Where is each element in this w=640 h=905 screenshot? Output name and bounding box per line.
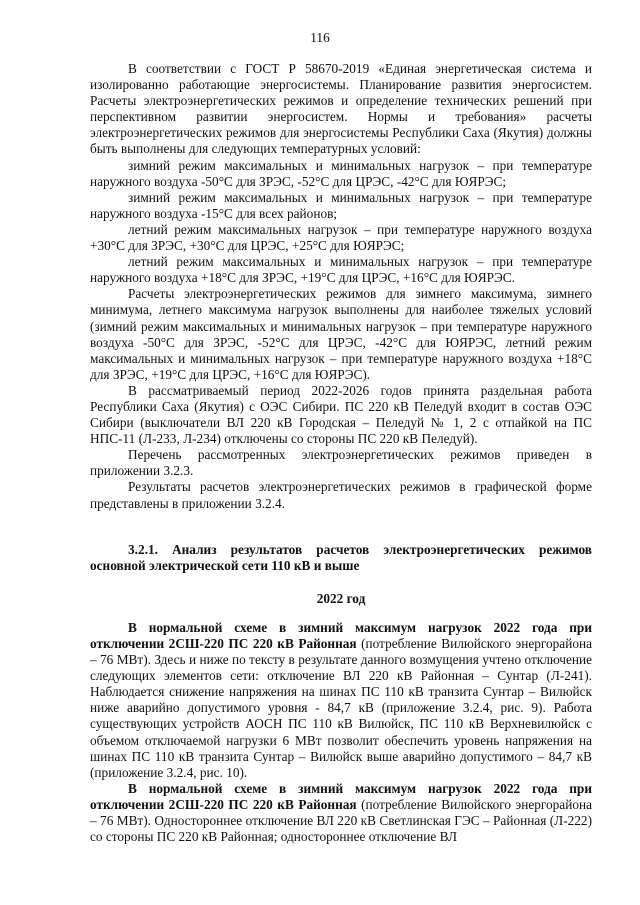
- analysis-paragraph: [90, 620, 592, 781]
- section-heading: 3.2.1. Анализ результатов расчетов электроэнергетических режимов основной электрической сети 110 кВ и выше: [90, 541, 592, 573]
- analysis-text: (потребление Вилюйского энергорайона – 76 МВт). Здесь и ниже по тексту в результате данного возмущения учтено отключение следующих элементов сети: отключение ВЛ 220 кВ Районная – Сунтар (Л-241). Наблюдается снижение напряжения на шинах ПС 110 кВ транзита Сунтар – Вилюйск ниже аварийно допустимого уровня - 84,7 кВ (приложение 3.2.4, рис. 9). Работа существующих устройств АОСН ПС 110 кВ Вилюйск, ПС 110 кВ Верхневилюйск с объемом отключаемой нагрузки 6 МВт позволит обеспечить уровень напряжения на шинах ПС 110 кВ транзита Сунтар – Вилюйск выше аварийно допустимого – 84,7 кВ (приложение 3.2.4, рис. 10).: [90, 636, 592, 780]
- analysis-paragraph: [90, 781, 592, 845]
- paragraph: Расчеты электроэнергетических режимов для зимнего максимума, зимнего минимума, летнего максимума нагрузок выполнены для наиболее тяжелых условий (зимний режим максимальных и минимальных нагрузок – при температуре наружного воздуха -50°С для ЗРЭС, -52°С для ЦРЭС, -42°С для ЮЯРЭС, летний режим максимальных и минимальных нагрузок – при температуре наружного воздуха +18°С для ЗРЭС, +19°С для ЦРЭС, +16°С для ЮЯРЭС).: [90, 286, 592, 382]
- year-heading: 2022 год: [316, 590, 366, 606]
- paragraph: В соответствии с ГОСТ Р 58670-2019 «Единая энергетическая система и изолированно работающие энергосистемы. Планирование развития энергосистем. Расчеты электроэнергетических режимов и определение технических решений при перспективном развитии энергосистем. Нормы и требования» расчеты электроэнергетических режимов для энергосистемы Республики Саха (Якутия) должны быть выполнены для следующих температурных условий:: [90, 61, 592, 157]
- paragraph: летний режим максимальных и минимальных нагрузок – при температуре наружного воздуха +18°С для ЗРЭС, +19°С для ЦРЭС, +16°С для ЮЯРЭС.: [90, 254, 592, 286]
- paragraph: В рассматриваемый период 2022-2026 годов принята раздельная работа Республики Саха (Якутия) с ОЭС Сибири. ПС 220 кВ Пеледуй входит в состав ОЭС Сибири (выключатели ВЛ 220 кВ Городская – Пеледуй № 1, 2 с отпайкой на ПС НПС-11 (Л-233, Л-234) отключены со стороны ПС 220 кВ Пеледуй).: [90, 382, 592, 447]
- page-body: [90, 61, 592, 845]
- page-number: 116: [310, 30, 330, 45]
- analysis-lead: В нормальной схеме в зимний максимум нагрузок 2022 года при отключении 2СШ-220 ПС 220 кВ Районная: [90, 619, 592, 651]
- paragraph: зимний режим максимальных и минимальных нагрузок – при температуре наружного воздуха -15°С для всех районов;: [90, 189, 592, 221]
- paragraph: Перечень рассмотренных электроэнергетических режимов приведен в приложении 3.2.3.: [90, 447, 592, 479]
- analysis-lead: В нормальной схеме в зимний максимум нагрузок 2022 года при отключении 2СШ-220 ПС 220 кВ Районная: [90, 780, 592, 812]
- paragraph: Результаты расчетов электроэнергетических режимов в графической форме представлены в приложении 3.2.4.: [90, 479, 592, 511]
- paragraph: зимний режим максимальных и минимальных нагрузок – при температуре наружного воздуха -50°С для ЗРЭС, -52°С для ЦРЭС, -42°С для ЮЯРЭС;: [90, 157, 592, 189]
- paragraph: летний режим максимальных нагрузок – при температуре наружного воздуха +30°С для ЗРЭС, +30°С для ЦРЭС, +25°С для ЮЯРЭС;: [90, 221, 592, 254]
- analysis-text: (потребление Вилюйского энергорайона – 76 МВт). Одностороннее отключение ВЛ 220 кВ Светлинская ГЭС – Районная (Л-222) со стороны ПС 220 кВ Районная; одностороннее отключение ВЛ: [90, 796, 592, 845]
